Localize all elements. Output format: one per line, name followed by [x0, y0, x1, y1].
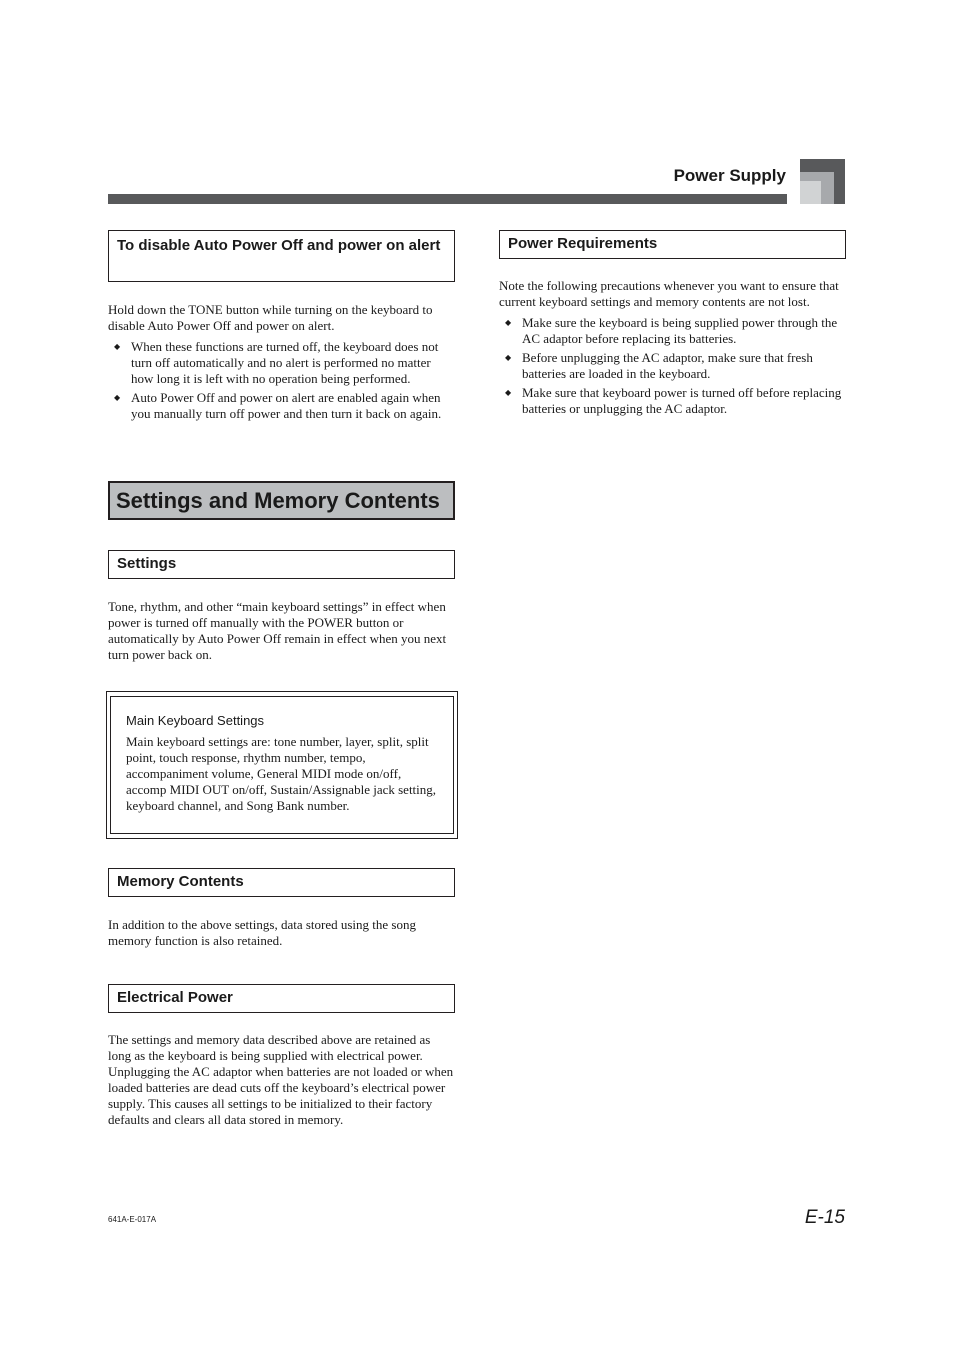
heading-electrical-power: Electrical Power	[108, 984, 455, 1013]
memory-body: In addition to the above settings, data stored using the song memory function is also retained.	[108, 917, 416, 948]
page-number: E-15	[804, 1207, 845, 1228]
list-item: ◆ Before unplugging the AC adaptor, make sure that fresh batteries are loaded in the keyboard.	[499, 350, 846, 382]
heading-disable-auto-power-off: To disable Auto Power Off and power on alert	[108, 230, 455, 282]
corner-tab-graphic	[800, 159, 845, 204]
power-bullet-list	[499, 315, 846, 417]
electrical-body: The settings and memory data described above are retained as long as the keyboard is being supplied with electrical power. Unplugging the AC adaptor when batteries are not loaded or when loaded batteries are dead cuts off the keyboard’s electrical power supply. This causes all settings to be initialized to their factory defaults and clears all data stored in memory.	[108, 1032, 454, 1127]
heading-memory-contents: Memory Contents	[108, 868, 455, 897]
note-body: Main keyboard settings are: tone number, layer, split, split point, touch response, rhythm number, tempo, accompaniment volume, General MIDI mode on/off, accomp MIDI OUT on/off, Sustain/Assignable jack setting, keyboard channel, and Song Bank number.	[126, 734, 437, 813]
heading-power-requirements: Power Requirements	[499, 230, 846, 259]
disable-section-body	[108, 302, 455, 425]
disable-intro: Hold down the TONE button while turning on the keyboard to disable Auto Power Off and power on alert.	[108, 302, 433, 333]
header-rule	[108, 194, 787, 204]
list-item: ◆ When these functions are turned off, the keyboard does not turn off automatically and no alert is performed no matter how long it is left with no operation being performed.	[108, 339, 455, 387]
note-title: Main Keyboard Settings	[126, 713, 265, 728]
disable-bullet-list	[108, 339, 455, 422]
document-code: 641A-E-017A	[108, 1215, 157, 1224]
list-item: ◆ Auto Power Off and power on alert are enabled again when you manually turn off power and then turn it back on again.	[108, 390, 455, 422]
power-section-body	[499, 278, 846, 420]
list-item: ◆ Make sure the keyboard is being supplied power through the AC adaptor before replacing its batteries.	[499, 315, 846, 347]
page-title: Settings and Memory Contents	[108, 481, 455, 520]
note-box-main-keyboard-settings	[106, 691, 458, 839]
list-item: ◆ Make sure that keyboard power is turned off before replacing batteries or unplugging the AC adaptor.	[499, 385, 846, 417]
settings-body: Tone, rhythm, and other “main keyboard settings” in effect when power is turned off manually with the POWER button or automatically by Auto Power Off remain in effect when you next turn power back on.	[108, 599, 447, 662]
section-title: Power Supply	[673, 166, 786, 185]
heading-settings: Settings	[108, 550, 455, 579]
power-intro: Note the following precautions whenever you want to ensure that current keyboard settings and memory contents are not lost.	[499, 278, 839, 309]
